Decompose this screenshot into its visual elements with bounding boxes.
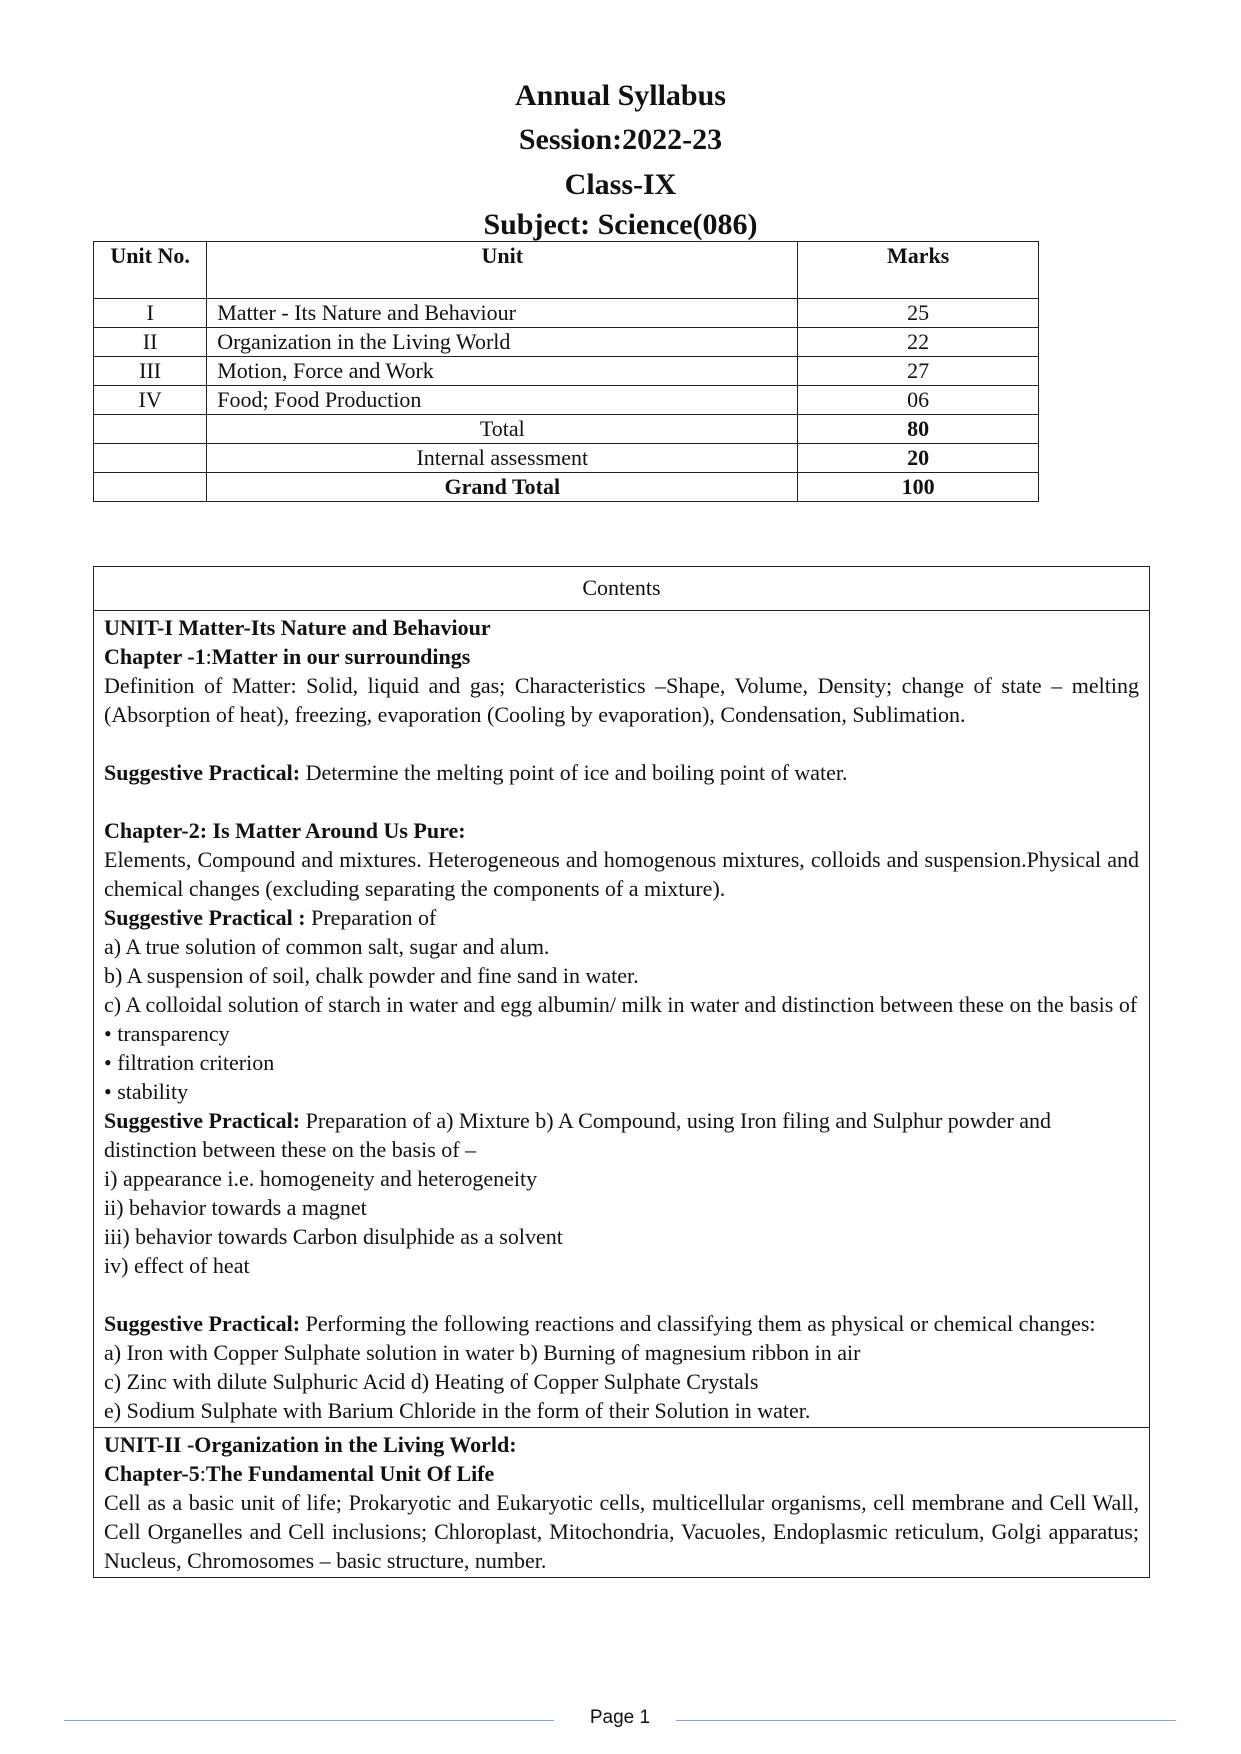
practical-2 bbox=[104, 903, 1139, 932]
practical-4 bbox=[104, 1309, 1139, 1338]
table-row bbox=[94, 328, 1039, 357]
chapter-2-description: Elements, Compound and mixtures. Heterogeneous and homogenous mixtures, colloids and suspension.Physical and chemical changes (excluding separating the components of a mixture). bbox=[104, 847, 1139, 901]
chapter-5-separator: : bbox=[199, 1461, 206, 1486]
grand-total-row bbox=[94, 473, 1039, 502]
list-item: b) A suspension of soil, chalk powder and fine sand in water. bbox=[104, 963, 639, 988]
spacer bbox=[104, 1280, 1139, 1309]
table-header-row bbox=[94, 242, 1039, 299]
chapter-1-heading bbox=[104, 642, 1139, 671]
practical-label: Suggestive Practical: bbox=[104, 1108, 301, 1133]
list-item: • transparency bbox=[104, 1021, 230, 1046]
unit-name-cell: Matter - Its Nature and Behaviour bbox=[207, 299, 798, 328]
unit-2-section bbox=[94, 1427, 1149, 1577]
marks-cell: 27 bbox=[798, 357, 1039, 386]
practical-text: Preparation of a) Mixture b) A Compound, using Iron filing and Sulphur powder and distinction between these on the basis of – bbox=[104, 1108, 1052, 1162]
spacer bbox=[104, 729, 1139, 758]
list-item: ii) behavior towards a magnet bbox=[104, 1195, 367, 1220]
list-item: c) Zinc with dilute Sulphuric Acid d) Heating of Copper Sulphate Crystals bbox=[104, 1369, 759, 1394]
spacer bbox=[104, 787, 1139, 816]
footer-rule-right bbox=[676, 1720, 1176, 1721]
list-item: a) Iron with Copper Sulphate solution in water b) Burning of magnesium ribbon in air bbox=[104, 1340, 861, 1365]
table-row bbox=[94, 299, 1039, 328]
header-unit-no: Unit No. bbox=[94, 242, 207, 299]
subject-label: Subject: Science(086) bbox=[483, 208, 758, 241]
unit-1-heading: UNIT-I Matter-Its Nature and Behaviour bbox=[104, 615, 491, 640]
practical-text: Determine the melting point of ice and boiling point of water. bbox=[300, 760, 848, 785]
unit-no-cell: II bbox=[94, 328, 207, 357]
list-item: • stability bbox=[104, 1079, 189, 1104]
table-row bbox=[94, 386, 1039, 415]
list-item: iii) behavior towards Carbon disulphide as a solvent bbox=[104, 1224, 563, 1249]
unit-1-section bbox=[94, 611, 1149, 1427]
marks-distribution-table bbox=[93, 241, 1039, 502]
list-item: i) appearance i.e. homogeneity and heterogeneity bbox=[104, 1166, 538, 1191]
unit-no-cell: IV bbox=[94, 386, 207, 415]
internal-assessment-label: Internal assessment bbox=[207, 444, 798, 473]
practical-label: Suggestive Practical: bbox=[104, 1311, 301, 1336]
chapter-5-label: Chapter-5 bbox=[104, 1461, 200, 1486]
practical-label: Suggestive Practical: bbox=[104, 760, 301, 785]
unit-no-cell: III bbox=[94, 357, 207, 386]
chapter-1-description: Definition of Matter: Solid, liquid and gas; Characteristics –Shape, Volume, Density; change of state – melting (Absorption of heat), freezing, evaporation (Cooling by evaporation), Condensation, Sublimation. bbox=[104, 673, 1139, 727]
footer-rule-left bbox=[64, 1720, 554, 1721]
list-item: e) Sodium Sulphate with Barium Chloride in the form of their Solution in water. bbox=[104, 1398, 811, 1423]
marks-cell: 06 bbox=[798, 386, 1039, 415]
internal-assessment-marks: 20 bbox=[798, 444, 1039, 473]
unit-name-cell: Organization in the Living World bbox=[207, 328, 798, 357]
contents-box bbox=[93, 566, 1150, 1578]
document-title: Annual Syllabus bbox=[515, 79, 726, 112]
practical-text: Preparation of bbox=[305, 905, 437, 930]
chapter-2-heading: Chapter-2: Is Matter Around Us Pure: bbox=[104, 818, 466, 843]
practical-3 bbox=[104, 1106, 1139, 1164]
chapter-5-description: Cell as a basic unit of life; Prokaryotic and Eukaryotic cells, multicellular organisms, cell membrane and Cell Wall, Cell Organelles and Cell inclusions; Chloroplast, Mitochondria, Vacuoles, Endoplasmic reticulum, Golgi apparatus; Nucleus, Chromosomes – basic structure, number. bbox=[104, 1490, 1139, 1573]
contents-title: Contents bbox=[94, 567, 1149, 611]
unit-name-cell: Motion, Force and Work bbox=[207, 357, 798, 386]
table-row bbox=[94, 357, 1039, 386]
class-label: Class-IX bbox=[564, 168, 677, 201]
chapter-1-title: Matter in our surroundings bbox=[211, 644, 471, 669]
unit-name-cell: Food; Food Production bbox=[207, 386, 798, 415]
document-header bbox=[0, 74, 1241, 242]
unit-2-heading: UNIT-II -Organization in the Living World: bbox=[104, 1432, 517, 1457]
header-marks: Marks bbox=[798, 242, 1039, 299]
chapter-1-separator: : bbox=[205, 644, 212, 669]
list-item: a) A true solution of common salt, sugar and alum. bbox=[104, 934, 550, 959]
marks-cell: 22 bbox=[798, 328, 1039, 357]
grand-total-label: Grand Total bbox=[207, 473, 798, 502]
chapter-5-heading bbox=[104, 1459, 1139, 1488]
practical-label: Suggestive Practical : bbox=[104, 905, 306, 930]
empty-cell bbox=[94, 473, 207, 502]
internal-assessment-row bbox=[94, 444, 1039, 473]
header-unit: Unit bbox=[207, 242, 798, 299]
list-item: • filtration criterion bbox=[104, 1050, 275, 1075]
marks-cell: 25 bbox=[798, 299, 1039, 328]
session-label: Session:2022-23 bbox=[518, 123, 723, 156]
unit-no-cell: I bbox=[94, 299, 207, 328]
practical-1 bbox=[104, 758, 1139, 787]
list-item: c) A colloidal solution of starch in water and egg albumin/ milk in water and distinction between these on the basis of bbox=[104, 992, 1138, 1017]
practical-text: Performing the following reactions and classifying them as physical or chemical changes: bbox=[300, 1311, 1096, 1336]
grand-total-marks: 100 bbox=[798, 473, 1039, 502]
total-marks: 80 bbox=[798, 415, 1039, 444]
empty-cell bbox=[94, 415, 207, 444]
page-number: Page 1 bbox=[589, 1707, 651, 1728]
list-item: iv) effect of heat bbox=[104, 1253, 250, 1278]
chapter-1-label: Chapter -1 bbox=[104, 644, 206, 669]
total-label: Total bbox=[207, 415, 798, 444]
chapter-5-title: The Fundamental Unit Of Life bbox=[205, 1461, 495, 1486]
empty-cell bbox=[94, 444, 207, 473]
total-row bbox=[94, 415, 1039, 444]
